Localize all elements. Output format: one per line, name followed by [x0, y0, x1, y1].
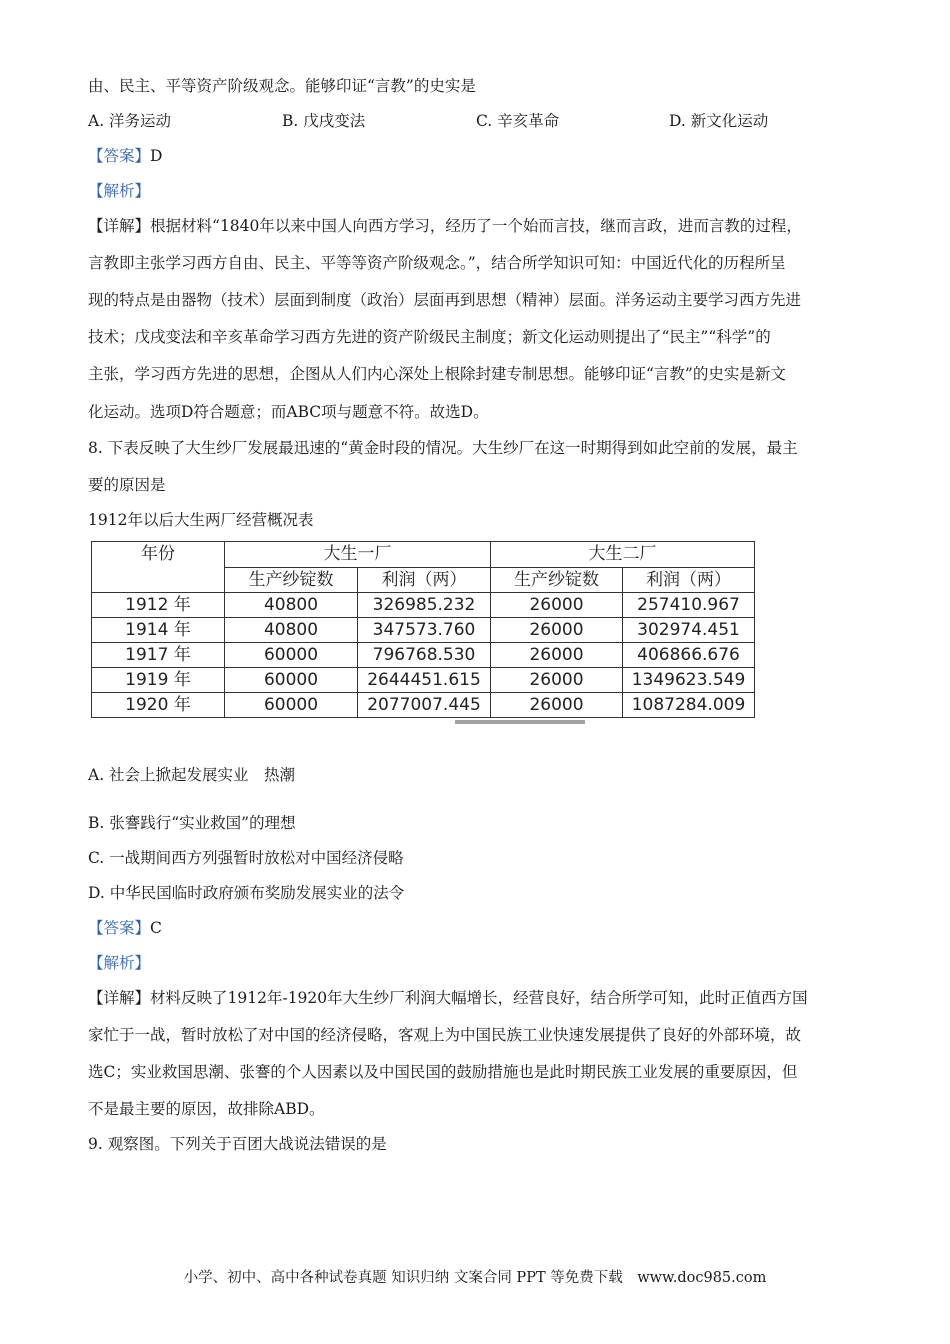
table-header-year: 年份 [92, 542, 225, 593]
q7-option-a: A. 洋务运动 [88, 112, 172, 130]
table-row [92, 668, 755, 693]
table-row [92, 643, 755, 668]
table-cell: 257410.967 [623, 593, 755, 618]
q8-answer [88, 918, 162, 938]
detail-tag: 【详解】 [88, 989, 151, 1007]
q8-table-title: 1912年以后大生两厂经营概况表 [88, 511, 314, 529]
q9-stem: 9. 观察图。下列关于百团大战说法错误的是 [88, 1135, 387, 1153]
detail-tag: 【详解】 [88, 217, 151, 235]
table-cell: 40800 [225, 618, 358, 643]
table-cell: 1919 年 [92, 668, 225, 693]
q8-stem-line-2: 要的原因是 [88, 476, 166, 494]
table-row [92, 618, 755, 643]
table-cell: 26000 [491, 643, 623, 668]
table-cell: 2077007.445 [358, 693, 491, 718]
table-cell: 1917 年 [92, 643, 225, 668]
detail-text: 根据材料“1840年以来中国人向西方学习，经历了一个始而言技，继而言政，进而言教的过程， [150, 217, 802, 235]
q7-detail-line-2: 言教即主张学习西方自由、民主、平等等资产阶级观念。”，结合所学知识可知：中国近代化的历程所呈 [88, 254, 786, 272]
q8-detail-line-4: 不是最主要的原因，故排除ABD。 [88, 1100, 325, 1118]
table-row [92, 593, 755, 618]
answer-value: D [150, 147, 163, 165]
table-subheader: 生产纱锭数 [225, 567, 358, 593]
table-cell: 1087284.009 [623, 693, 755, 718]
q7-detail-line-1 [88, 216, 802, 236]
q7-detail-line-6: 化运动。选项D符合题意；而ABC项与题意不符。故选D。 [88, 403, 489, 421]
table-cell: 1920 年 [92, 693, 225, 718]
answer-value: C [150, 919, 162, 937]
table-cell: 1349623.549 [623, 668, 755, 693]
table-cell: 326985.232 [358, 593, 491, 618]
table-cell: 406866.676 [623, 643, 755, 668]
q8-detail-line-1 [88, 988, 808, 1008]
scan-smudge [455, 720, 585, 724]
table-subheader: 生产纱锭数 [491, 567, 623, 593]
table-cell: 1914 年 [92, 618, 225, 643]
q8-stem-line-1: 8. 下表反映了大生纱厂发展最迅速的“黄金时段的情况。大生纱厂在这一时期得到如此空前的发展，最主 [88, 439, 798, 457]
table-cell: 26000 [491, 668, 623, 693]
table-row [92, 693, 755, 718]
q8-option-b: B. 张謇践行“实业救国”的理想 [88, 814, 296, 832]
data-table [91, 541, 755, 718]
q8-option-a: A. 社会上掀起发展实业 热潮 [88, 766, 296, 784]
table-cell: 60000 [225, 643, 358, 668]
q7-option-d: D. 新文化运动 [669, 112, 769, 130]
detail-text: 材料反映了1912年-1920年大生纱厂利润大幅增长，经营良好，结合所学可知，此时正值西方国 [150, 989, 808, 1007]
table-cell: 60000 [225, 693, 358, 718]
q8-detail-line-2: 家忙于一战，暂时放松了对中国的经济侵略，客观上为中国民族工业快速发展提供了良好的外部环境，故 [88, 1026, 802, 1044]
table-header-row [92, 542, 755, 568]
table-cell: 2644451.615 [358, 668, 491, 693]
table-header-factory-1: 大生一厂 [225, 542, 491, 568]
q8-detail-line-3: 选C；实业救国思潮、张謇的个人因素以及中国民国的鼓励措施也是此时期民族工业发展的重要原因，但 [88, 1063, 798, 1081]
table-subheader: 利润（两） [623, 567, 755, 593]
q7-detail-line-4: 技术；戊戌变法和辛亥革命学习西方先进的资产阶级民主制度；新文化运动则提出了“民主”“科学”的 [88, 328, 771, 346]
q7-option-b: B. 戊戌变法 [282, 112, 366, 130]
table-cell: 40800 [225, 593, 358, 618]
table-cell: 347573.760 [358, 618, 491, 643]
answer-tag: 【答案】 [88, 919, 151, 937]
q7-stem-tail: 由、民主、平等资产阶级观念。能够印证“言教”的史实是 [88, 77, 476, 95]
table-cell: 60000 [225, 668, 358, 693]
answer-tag: 【答案】 [88, 147, 151, 165]
table-cell: 26000 [491, 618, 623, 643]
table-cell: 1912 年 [92, 593, 225, 618]
table-cell: 26000 [491, 593, 623, 618]
q8-analysis-tag: 【解析】 [88, 954, 151, 972]
q8-option-c: C. 一战期间西方列强暂时放松对中国经济侵略 [88, 849, 404, 867]
q7-detail-line-5: 主张，学习西方先进的思想，企图从人们内心深处上根除封建专制思想。能够印证“言教”的史实是新文 [88, 365, 786, 383]
table-cell: 302974.451 [623, 618, 755, 643]
q7-detail-line-3: 现的特点是由器物（技术）层面到制度（政治）层面再到思想（精神）层面。洋务运动主要学习西方先进 [88, 291, 802, 309]
page-footer: 小学、初中、高中各种试卷真题 知识归纳 文案合同 PPT 等免费下载 www.doc985.com [183, 1270, 767, 1286]
table-subheader: 利润（两） [358, 567, 491, 593]
q8-option-d: D. 中华民国临时政府颁布奖励发展实业的法令 [88, 884, 405, 902]
table-cell: 26000 [491, 693, 623, 718]
table-cell: 796768.530 [358, 643, 491, 668]
table-header-factory-2: 大生二厂 [491, 542, 755, 568]
q7-answer [88, 146, 162, 166]
q7-option-c: C. 辛亥革命 [476, 112, 560, 130]
q7-analysis-tag: 【解析】 [88, 182, 151, 200]
